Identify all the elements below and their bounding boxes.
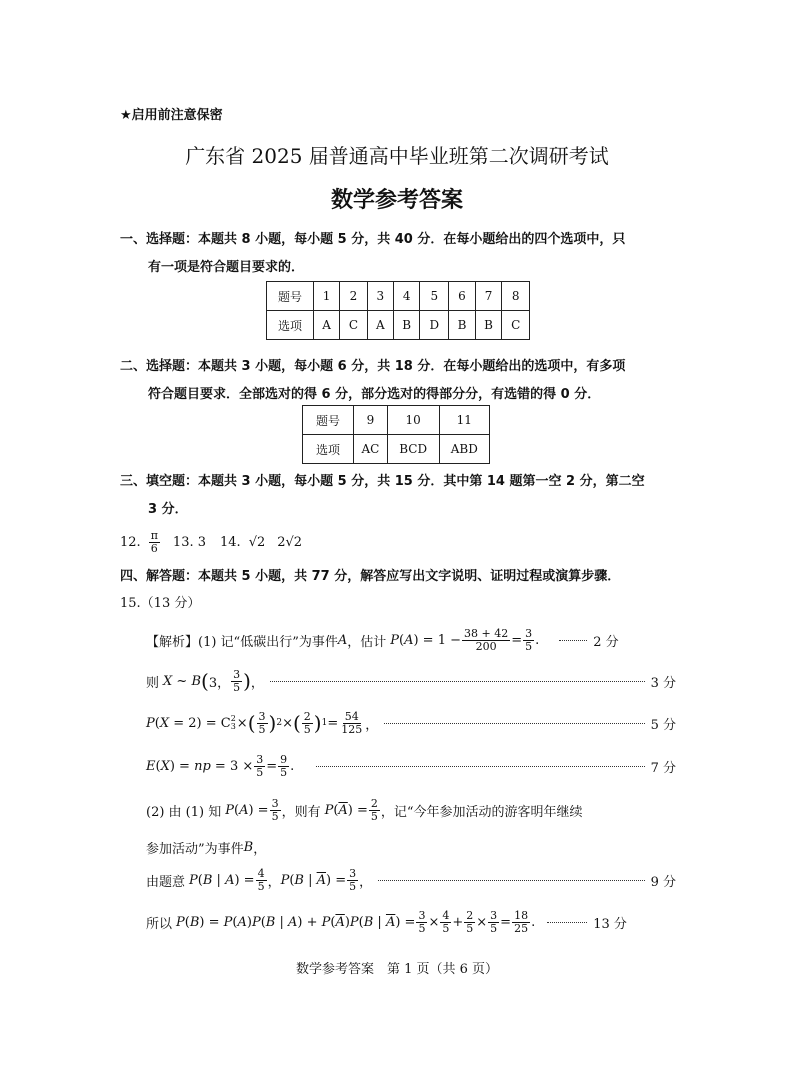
answer-cell: B xyxy=(393,311,420,340)
q12-label: 12. xyxy=(120,534,141,550)
points: 3 分 xyxy=(650,675,676,691)
fraction: $\frac{3}{5}$ xyxy=(233,667,241,694)
solution-step-3: P(X = 2) = C 2 3 × ( $\frac{3}{5}$ ) 2 × ( $\frac{2}{5}$ ) 1 = $\frac{54}{125}$ ， 5 分 xyxy=(146,709,676,736)
question-number: 1 xyxy=(314,282,340,311)
exam-title: 广东省 2025 届普通高中毕业班第二次调研考试 xyxy=(185,144,609,168)
question-number: 4 xyxy=(393,282,420,311)
question-number: 11 xyxy=(439,406,489,435)
q14-answer-2: 2√2 xyxy=(277,534,303,550)
fraction: $\frac{2}{5}$ xyxy=(303,709,311,736)
solution-step-7: 由题意 P(B | A) = $\frac{4}{5}$ ， P(B | $\overline{A}$) = $\frac{3}{5}$ ， 9 分 xyxy=(146,866,676,893)
q13-answer: 13. 3 xyxy=(172,534,206,550)
section1-instructions xyxy=(120,226,682,282)
question-number: 3 xyxy=(367,282,393,311)
section3-line2: 3 分． xyxy=(148,502,188,517)
section2-answer-table xyxy=(302,405,490,464)
table-header-cell: 选项 xyxy=(267,311,314,340)
answer-cell: BCD xyxy=(387,435,439,464)
fraction: $\frac{3}{5}$ xyxy=(490,908,498,935)
fraction: $\frac{18}{25}$ xyxy=(514,908,529,935)
confidential-notice: ★启用前注意保密 xyxy=(120,108,223,123)
table-row xyxy=(267,311,530,340)
section3-instructions xyxy=(120,468,682,524)
dot-leader xyxy=(378,880,644,881)
section1-line2: 有一项是符合题目要求的． xyxy=(148,260,305,275)
question-number: 10 xyxy=(387,406,439,435)
fraction: $\frac{2}{5}$ xyxy=(370,796,378,823)
fraction: $\frac{38 + 42}{200}$ xyxy=(464,626,509,653)
solution-step-5: (2) 由 (1) 知 P(A) = $\frac{3}{5}$ ，则有 $P(\overline{A})$ = $\frac{2}{5}$ ，记“今年参加活动的游客明年继续 xyxy=(146,796,583,823)
dot-leader xyxy=(384,723,644,724)
q15-label: 15.（13 分） xyxy=(120,596,201,611)
question-number: 5 xyxy=(420,282,449,311)
answer-cell: B xyxy=(449,311,476,340)
solution-step-6: 参加活动”为事件 B ， xyxy=(146,839,267,857)
solution-step-8: 所以 P(B) = P(A)P(B | $A) + P(\overline{A})P(B$ | $\overline{A}$) = $\frac{3}{5}$ × $\frac{4}{5}$ + $\frac{2}{5}$ × $\frac{3}{5}$ = $\frac{18}{25}$ . 13 分 xyxy=(146,908,627,935)
table-header-cell: 选项 xyxy=(303,435,354,464)
dot-leader xyxy=(316,766,644,767)
dot-leader xyxy=(270,681,645,682)
question-number: 8 xyxy=(502,282,530,311)
answer-cell: D xyxy=(420,311,449,340)
answer-cell: A xyxy=(314,311,340,340)
fraction: $\frac{3}{5}$ xyxy=(271,796,279,823)
table-row xyxy=(303,406,490,435)
question-number: 6 xyxy=(449,282,476,311)
question-number: 7 xyxy=(475,282,502,311)
solution-step-2: 则 X ~ B ( 3， $\frac{3}{5}$ ) ， 3 分 xyxy=(146,667,676,694)
answer-cell: B xyxy=(475,311,502,340)
points: 7 分 xyxy=(650,760,676,776)
fraction: $\frac{4}{5}$ xyxy=(257,866,265,893)
section3-line1: 三、填空题：本题共 3 小题，每小题 5 分，共 15 分．其中第 14 题第一空 2 分，第二空 xyxy=(120,474,645,489)
fraction: $\frac{3}{5}$ xyxy=(418,908,426,935)
answer-cell: C xyxy=(340,311,368,340)
answer-cell: A xyxy=(367,311,393,340)
q12-fraction: $\frac{\pi}{6}$ xyxy=(150,528,158,555)
page-footer: 数学参考答案 第 1 页（共 6 页） xyxy=(295,962,499,977)
section1-answer-table xyxy=(266,281,530,340)
dot-leader xyxy=(559,640,587,641)
table-row xyxy=(267,282,530,311)
solution-step-4: E(X) = np = 3 × $\frac{3}{5}$ = $\frac{9}{5}$ . 7 分 xyxy=(146,752,676,779)
table-header-cell: 题号 xyxy=(267,282,314,311)
fill-in-answers xyxy=(120,527,302,557)
section2-line1: 二、选择题：本题共 3 小题，每小题 6 分，共 18 分．在每小题给出的选项中，有多项 xyxy=(120,359,626,374)
answer-cell: C xyxy=(502,311,530,340)
question-number: 2 xyxy=(340,282,368,311)
q14-answer-1: √2 xyxy=(248,534,266,550)
q14-label: 14. xyxy=(220,534,241,550)
points: 2 分 xyxy=(593,634,619,650)
table-header-cell: 题号 xyxy=(303,406,354,435)
fraction: $\frac{54}{125}$ xyxy=(341,709,363,736)
table-row xyxy=(303,435,490,464)
solution-step-1: 【解析】(1) 记“低碳出行”为事件 A ，估计 P(A) = 1 − $\frac{38 + 42}{200}$ = $\frac{3}{5}$ . 2 分 xyxy=(146,626,619,653)
fraction: $\frac{9}{5}$ xyxy=(280,752,288,779)
fraction: $\frac{3}{5}$ xyxy=(525,626,533,653)
dot-leader xyxy=(547,922,587,923)
section2-instructions xyxy=(120,353,682,409)
answer-cell: ABD xyxy=(439,435,489,464)
section1-line1: 一、选择题：本题共 8 小题，每小题 5 分，共 40 分．在每小题给出的四个选项中，只 xyxy=(120,232,626,247)
points: 5 分 xyxy=(650,717,676,733)
fraction: $\frac{4}{5}$ xyxy=(442,908,450,935)
section2-line2: 符合题目要求．全部选对的得 6 分，部分选对的得部分分，有选错的得 0 分． xyxy=(148,387,601,402)
points: 9 分 xyxy=(650,874,676,890)
answer-cell: AC xyxy=(354,435,388,464)
answer-key-title: 数学参考答案 xyxy=(330,188,463,213)
section4-instructions: 四、解答题：本题共 5 小题，共 77 分，解答应写出文字说明、证明过程或演算步骤． xyxy=(120,569,621,584)
fraction: $\frac{3}{5}$ xyxy=(349,866,357,893)
fraction: $\frac{3}{5}$ xyxy=(258,709,266,736)
question-number: 9 xyxy=(354,406,388,435)
points: 13 分 xyxy=(593,916,627,932)
fraction: $\frac{3}{5}$ xyxy=(256,752,264,779)
fraction: $\frac{2}{5}$ xyxy=(466,908,474,935)
